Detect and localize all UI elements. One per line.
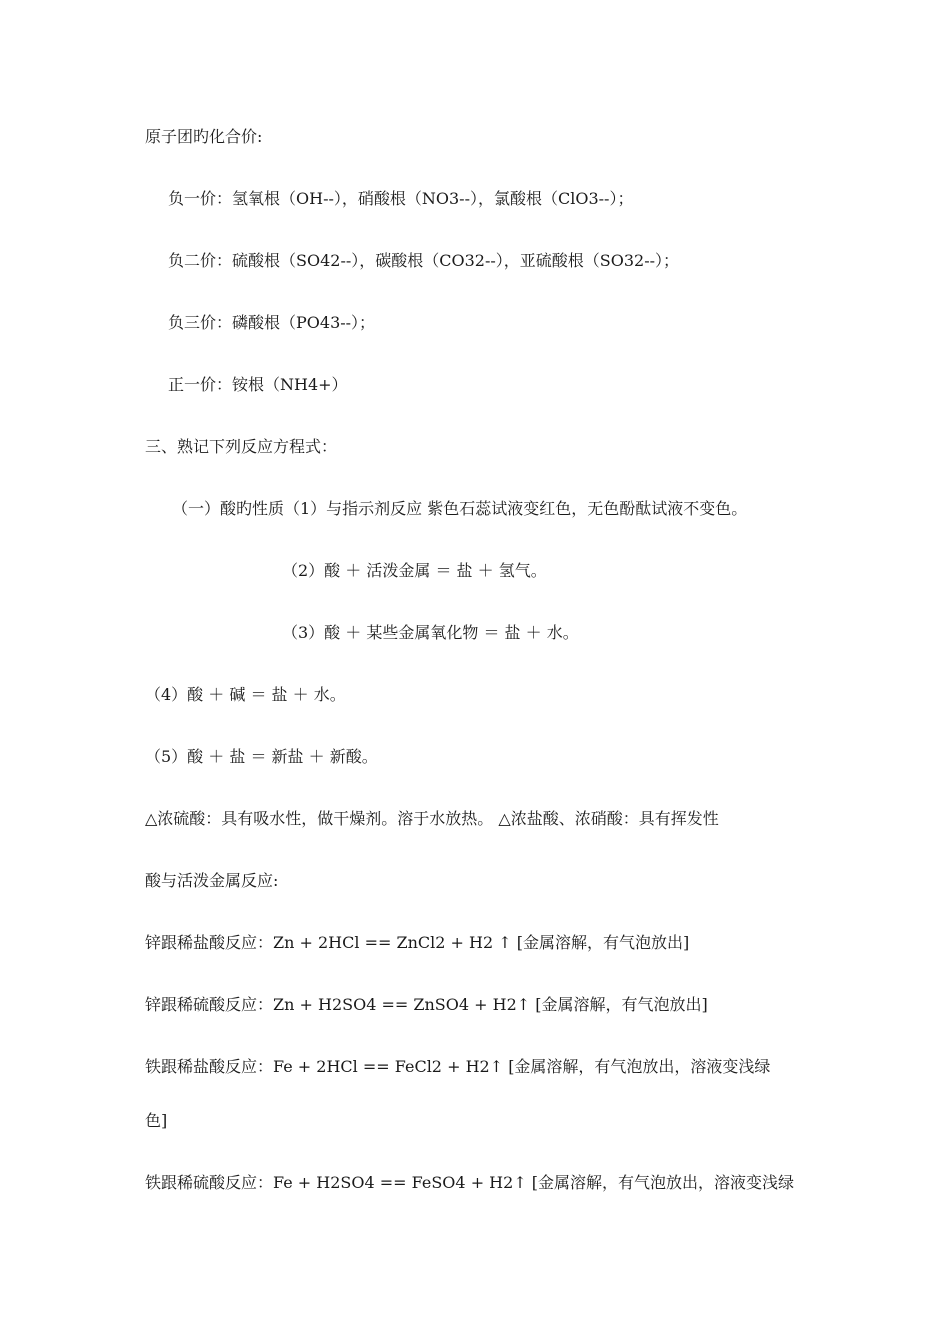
acid-property-2: （2）酸 ＋ 活泼金属 ＝ 盐 ＋ 氢气。 (282, 561, 547, 580)
acid-property-3: （3）酸 ＋ 某些金属氧化物 ＝ 盐 ＋ 水。 (282, 623, 579, 642)
section-heading-reactions: 三、熟记下列反应方程式： (145, 437, 338, 456)
acid-property-4: （4）酸 ＋ 碱 ＝ 盐 ＋ 水。 (145, 685, 346, 704)
valence-line-minus-two: 负二价：硫酸根（SO42--），碳酸根（CO32--），亚硫酸根（SO32--）； (168, 251, 680, 270)
heading-ion-valence: 原子团旳化合价: (145, 127, 263, 146)
acid-property-1: （一）酸旳性质（1）与指示剂反应 紫色石蕊试液变红色，无色酚酞试液不变色。 (172, 499, 748, 518)
valence-line-minus-three: 负三价：磷酸根（PO43--）； (168, 313, 376, 332)
subheading-acid-metal: 酸与活泼金属反应: (145, 871, 279, 890)
reaction-fe-hcl: 铁跟稀盐酸反应：Fe + 2HCl == FeCl2 + H2↑ [金属溶解，有气泡放出，溶液变浅绿 (145, 1057, 771, 1076)
acid-property-5: （5）酸 ＋ 盐 ＝ 新盐 ＋ 新酸。 (145, 747, 378, 766)
reaction-fe-hcl-continued: 色] (145, 1111, 168, 1130)
acid-notes: △浓硫酸：具有吸水性，做干燥剂。溶于水放热。 △浓盐酸、浓硝酸：具有挥发性 (145, 809, 719, 828)
reaction-fe-h2so4: 铁跟稀硫酸反应：Fe + H2SO4 == FeSO4 + H2↑ [金属溶解，有气泡放出，溶液变浅绿 (145, 1173, 795, 1192)
valence-line-plus-one: 正一价：铵根（NH4+） (168, 375, 348, 394)
reaction-zn-h2so4: 锌跟稀硫酸反应：Zn + H2SO4 == ZnSO4 + H2↑ [金属溶解，有气泡放出] (145, 995, 708, 1014)
reaction-zn-hcl: 锌跟稀盐酸反应：Zn + 2HCl == ZnCl2 + H2 ↑ [金属溶解，有气泡放出] (145, 933, 690, 952)
valence-line-minus-one: 负一价：氢氧根（OH--），硝酸根（NO3--），氯酸根（ClO3--）； (168, 189, 634, 208)
